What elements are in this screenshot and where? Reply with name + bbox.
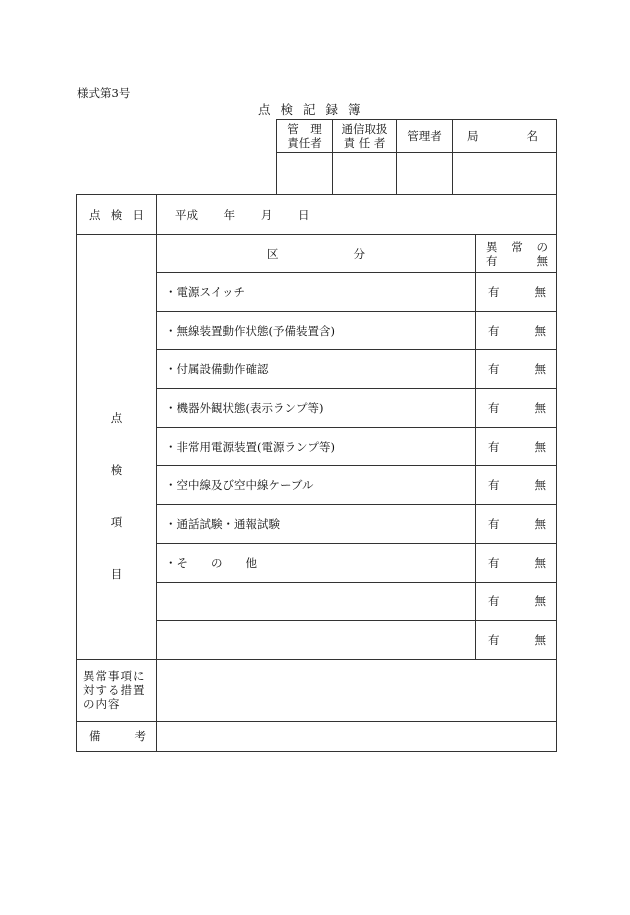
- presence-cell[interactable]: [476, 273, 557, 312]
- form-number: 様式第3号: [77, 86, 131, 100]
- item-row: ・そ の 他: [157, 543, 476, 582]
- management-table: [276, 119, 557, 195]
- absence-option[interactable]: 無: [534, 362, 546, 377]
- presence-option[interactable]: 有: [488, 633, 500, 648]
- item-row: ・電源スイッチ: [157, 273, 476, 312]
- comm-handler-cell[interactable]: [333, 153, 397, 195]
- presence-cell[interactable]: [476, 582, 557, 621]
- inspection-date-value[interactable]: 平成 年 月 日: [157, 195, 557, 235]
- absence-option[interactable]: 無: [534, 400, 546, 415]
- presence-cell[interactable]: [476, 621, 557, 660]
- presence-cell[interactable]: [476, 543, 557, 582]
- absence-option[interactable]: 無: [534, 478, 546, 493]
- absence-option[interactable]: 無: [534, 284, 546, 299]
- manager-in-charge-header: 管 理 責任者: [277, 120, 333, 153]
- presence-option[interactable]: 有: [488, 478, 500, 493]
- inspection-table: [76, 194, 557, 752]
- presence-option[interactable]: 有: [488, 555, 500, 570]
- presence-cell[interactable]: [476, 505, 557, 544]
- presence-cell[interactable]: [476, 389, 557, 428]
- item-row: ・機器外観状態(表示ランプ等): [157, 389, 476, 428]
- presence-option[interactable]: 有: [488, 516, 500, 531]
- station-name-cell[interactable]: [453, 153, 557, 195]
- absence-option[interactable]: 無: [534, 555, 546, 570]
- presence-option[interactable]: 有: [488, 594, 500, 609]
- presence-option[interactable]: 有: [488, 439, 500, 454]
- category-header: 区 分: [157, 235, 476, 273]
- item-row: ・通話試験・通報試験: [157, 505, 476, 544]
- presence-option[interactable]: 有: [488, 400, 500, 415]
- item-row: ・非常用電源装置(電源ランプ等): [157, 427, 476, 466]
- item-row: ・付属設備動作確認: [157, 350, 476, 389]
- absence-option[interactable]: 無: [534, 633, 546, 648]
- measures-field[interactable]: [157, 659, 557, 721]
- presence-option[interactable]: 有: [488, 323, 500, 338]
- item-row-blank[interactable]: [157, 582, 476, 621]
- administrator-header: 管理者: [397, 120, 453, 153]
- presence-option[interactable]: 有: [488, 362, 500, 377]
- absence-option[interactable]: 無: [534, 594, 546, 609]
- measures-label: 異常事項に 対する措置 の内容: [77, 659, 157, 721]
- manager-in-charge-cell[interactable]: [277, 153, 333, 195]
- inspection-items-label: 点 検 項 目: [77, 235, 157, 660]
- absence-option[interactable]: 無: [534, 516, 546, 531]
- absence-option[interactable]: 無: [534, 323, 546, 338]
- station-name-header: 局 名: [453, 120, 557, 153]
- item-row: ・無線装置動作状態(予備装置含): [157, 311, 476, 350]
- comm-handler-header: 通信取扱 責 任 者: [333, 120, 397, 153]
- abnormal-header: 異 常 の 有 無: [476, 235, 557, 273]
- remarks-label: 備 考: [77, 721, 157, 751]
- administrator-cell[interactable]: [397, 153, 453, 195]
- absence-option[interactable]: 無: [534, 439, 546, 454]
- presence-cell[interactable]: [476, 466, 557, 505]
- remarks-field[interactable]: [157, 721, 557, 751]
- document-title: 点検記録簿: [258, 102, 371, 117]
- item-row: ・空中線及び空中線ケーブル: [157, 466, 476, 505]
- presence-cell[interactable]: [476, 350, 557, 389]
- inspection-date-label: 点 検 日: [77, 195, 157, 235]
- presence-cell[interactable]: [476, 311, 557, 350]
- item-row-blank[interactable]: [157, 621, 476, 660]
- presence-cell[interactable]: [476, 427, 557, 466]
- presence-option[interactable]: 有: [488, 284, 500, 299]
